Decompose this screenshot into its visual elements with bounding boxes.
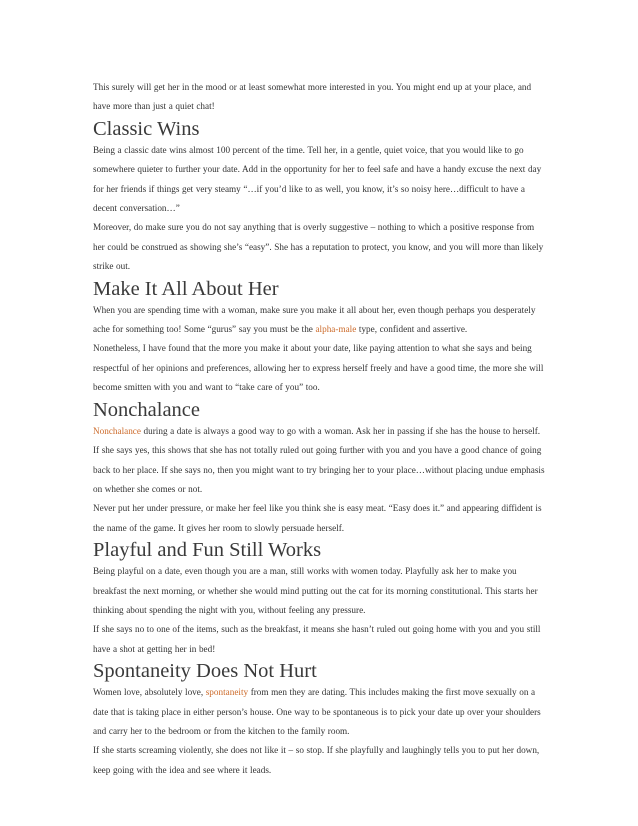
nonchalance-link[interactable]: Nonchalance [93,425,141,436]
heading-classic-wins: Classic Wins [93,117,200,140]
heading-spontaneity: Spontaneity Does Not Hurt [93,660,317,683]
document-page [93,78,545,780]
spontaneity-paragraph-2: If she starts screaming violently, she does not like it – so stop. If she playfully and laughingly tells you to put her down, keep going with the idea and see where it leads. [93,745,540,775]
alpha-male-link[interactable]: alpha-male [315,324,357,335]
text-segment: during a date is always a good way to go with a woman. Ask her in passing if she has the house to herself. If she says yes, this shows that she has not totally ruled out going further with you and you have a good chance of going back to her place. If she says no, then you might want to try bringing her to your place…without placing undue emphasis on whether she comes or not. [93,425,545,494]
playful-paragraph-2: If she says no to one of the items, such as the breakfast, it means she hasn’t ruled out going home with you and you still have a shot at getting her in bed! [93,624,541,654]
make-it-about-her-paragraph-2: Nonetheless, I have found that the more you make it about your date, like paying attention to what she says and being respectful of her opinions and preferences, allowing her to express herself freely and have a good time, the more she will become smitten with you and want to “take care of you” too. [93,343,544,393]
text-segment: Women love, absolutely love, [93,687,206,698]
text-segment: type, confident and assertive. [356,324,468,335]
nonchalance-paragraph-2: Never put her under pressure, or make her feel like you think she is easy meat. “Easy does it.” and appearing diffident is the name of the game. It gives her room to slowly persuade herself. [93,503,542,533]
classic-wins-paragraph-2: Moreover, do make sure you do not say anything that is overly suggestive – nothing to which a positive response from her could be construed as showing she’s “easy”. She has a reputation to protect, you know, and you will more than likely strike out. [93,222,544,272]
playful-paragraph-1: Being playful on a date, even though you are a man, still works with women today. Playfully ask her to make you breakfast the next morning, or whether she would mind putting out the cat for its morning constitutional. This starts her thinking about spending the night with you, without feeling any pressure. [93,566,538,615]
make-it-about-her-paragraph-1 [93,301,545,340]
intro-paragraph: This surely will get her in the mood or at least somewhat more interested in you. You might end up at your place, and have more than just a quiet chat! [93,82,532,112]
text-segment: When you are spending time with a woman, make sure you make it all about her, even though perhaps you desperately ache for something too! Some “gurus” say you must be the [93,304,536,335]
spontaneity-link[interactable]: spontaneity [205,687,249,698]
heading-nonchalance: Nonchalance [93,398,200,421]
heading-make-it-all-about-her: Make It All About Her [93,277,279,300]
text-segment: from men they are dating. This includes making the first move sexually on a date that is taking place in either person’s house. One way to be spontaneous is to pick your date up over your shoulders and carry her to the bedroom or from the kitchen to the family room. [93,687,541,736]
classic-wins-paragraph-1: Being a classic date wins almost 100 percent of the time. Tell her, in a gentle, quiet voice, that you would like to go somewhere quieter to further your date. Add in the opportunity for her to feel safe and have a handy excuse the next day for her friends if things get very steamy “…if you’d like to as well, you know, it’s so noisy here…difficult to have a decent conversation…” [93,144,542,214]
nonchalance-paragraph-1 [93,422,545,500]
heading-playful-and-fun: Playful and Fun Still Works [93,539,322,562]
spontaneity-paragraph-1 [93,683,545,741]
